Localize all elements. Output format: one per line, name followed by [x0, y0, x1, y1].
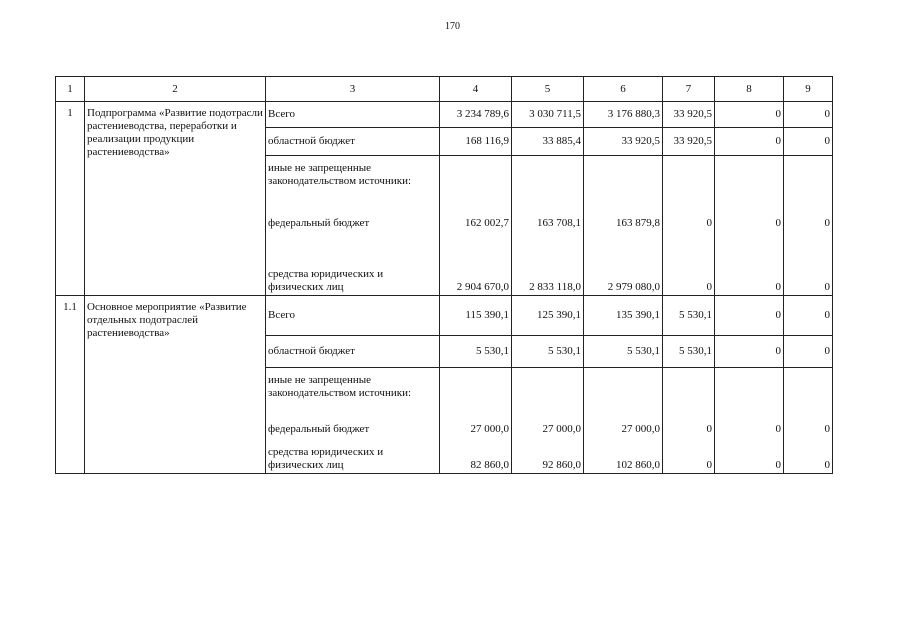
header-cell: 1	[56, 77, 85, 102]
value-cell: 115 390,1	[440, 296, 512, 336]
value-cell	[715, 156, 784, 208]
value-cell: 33 920,5	[663, 102, 715, 128]
value-cell: 33 920,5	[584, 128, 663, 156]
value-cell: 168 116,9	[440, 128, 512, 156]
value-cell: 0	[715, 420, 784, 440]
value-cell: 0	[784, 208, 833, 239]
value-cell: 0	[715, 239, 784, 296]
value-cell	[663, 368, 715, 420]
source-cell: федеральный бюджет	[266, 208, 440, 239]
value-cell: 5 530,1	[440, 336, 512, 368]
value-cell: 5 530,1	[584, 336, 663, 368]
source-cell: иные не запрещенные законодательством источники:	[266, 368, 440, 420]
value-cell: 2 904 670,0	[440, 239, 512, 296]
value-cell: 135 390,1	[584, 296, 663, 336]
source-cell: Всего	[266, 296, 440, 336]
page-number: 170	[445, 21, 460, 32]
table-row	[56, 296, 833, 336]
value-cell: 0	[784, 296, 833, 336]
source-cell: Всего	[266, 102, 440, 128]
value-cell: 27 000,0	[584, 420, 663, 440]
value-cell: 0	[784, 440, 833, 474]
source-cell: областной бюджет	[266, 128, 440, 156]
header-cell: 7	[663, 77, 715, 102]
value-cell: 5 530,1	[663, 296, 715, 336]
value-cell: 82 860,0	[440, 440, 512, 474]
value-cell: 125 390,1	[512, 296, 584, 336]
value-cell	[715, 368, 784, 420]
value-cell: 27 000,0	[512, 420, 584, 440]
value-cell: 3 030 711,5	[512, 102, 584, 128]
value-cell: 5 530,1	[663, 336, 715, 368]
header-cell: 5	[512, 77, 584, 102]
value-cell: 0	[784, 239, 833, 296]
value-cell	[440, 368, 512, 420]
source-cell: средства юридических и физических лиц	[266, 440, 440, 474]
row-name: Основное мероприятие «Развитие отдельных подотраслей растениеводства»	[85, 296, 266, 474]
value-cell: 163 879,8	[584, 208, 663, 239]
value-cell: 0	[784, 336, 833, 368]
value-cell: 33 920,5	[663, 128, 715, 156]
value-cell: 0	[715, 102, 784, 128]
table-row	[56, 102, 833, 128]
value-cell: 163 708,1	[512, 208, 584, 239]
header-cell: 4	[440, 77, 512, 102]
source-cell: иные не запрещенные законодательством источники:	[266, 156, 440, 208]
value-cell	[784, 156, 833, 208]
source-cell: средства юридических и физических лиц	[266, 239, 440, 296]
value-cell	[512, 156, 584, 208]
budget-table	[55, 76, 833, 474]
value-cell	[584, 368, 663, 420]
value-cell: 3 234 789,6	[440, 102, 512, 128]
value-cell: 27 000,0	[440, 420, 512, 440]
value-cell: 2 833 118,0	[512, 239, 584, 296]
value-cell: 0	[715, 208, 784, 239]
value-cell: 2 979 080,0	[584, 239, 663, 296]
value-cell: 33 885,4	[512, 128, 584, 156]
value-cell: 0	[663, 440, 715, 474]
value-cell: 3 176 880,3	[584, 102, 663, 128]
value-cell: 0	[784, 420, 833, 440]
header-cell: 8	[715, 77, 784, 102]
value-cell: 0	[663, 208, 715, 239]
value-cell: 0	[784, 102, 833, 128]
value-cell	[512, 368, 584, 420]
value-cell: 92 860,0	[512, 440, 584, 474]
row-name: Подпрограмма «Развитие подотрасли растениеводства, переработки и реализации продукции растениеводства»	[85, 102, 266, 296]
header-cell: 6	[584, 77, 663, 102]
value-cell: 5 530,1	[512, 336, 584, 368]
header-cell: 2	[85, 77, 266, 102]
source-cell: федеральный бюджет	[266, 420, 440, 440]
value-cell	[663, 156, 715, 208]
source-cell: областной бюджет	[266, 336, 440, 368]
header-cell: 9	[784, 77, 833, 102]
value-cell: 162 002,7	[440, 208, 512, 239]
row-code: 1	[56, 102, 85, 296]
value-cell: 0	[715, 128, 784, 156]
value-cell	[440, 156, 512, 208]
value-cell: 0	[663, 420, 715, 440]
value-cell: 0	[715, 440, 784, 474]
header-cell: 3	[266, 77, 440, 102]
value-cell: 102 860,0	[584, 440, 663, 474]
value-cell: 0	[715, 296, 784, 336]
value-cell	[784, 368, 833, 420]
value-cell: 0	[784, 128, 833, 156]
value-cell: 0	[663, 239, 715, 296]
row-code: 1.1	[56, 296, 85, 474]
value-cell	[584, 156, 663, 208]
header-row	[56, 77, 833, 102]
value-cell: 0	[715, 336, 784, 368]
